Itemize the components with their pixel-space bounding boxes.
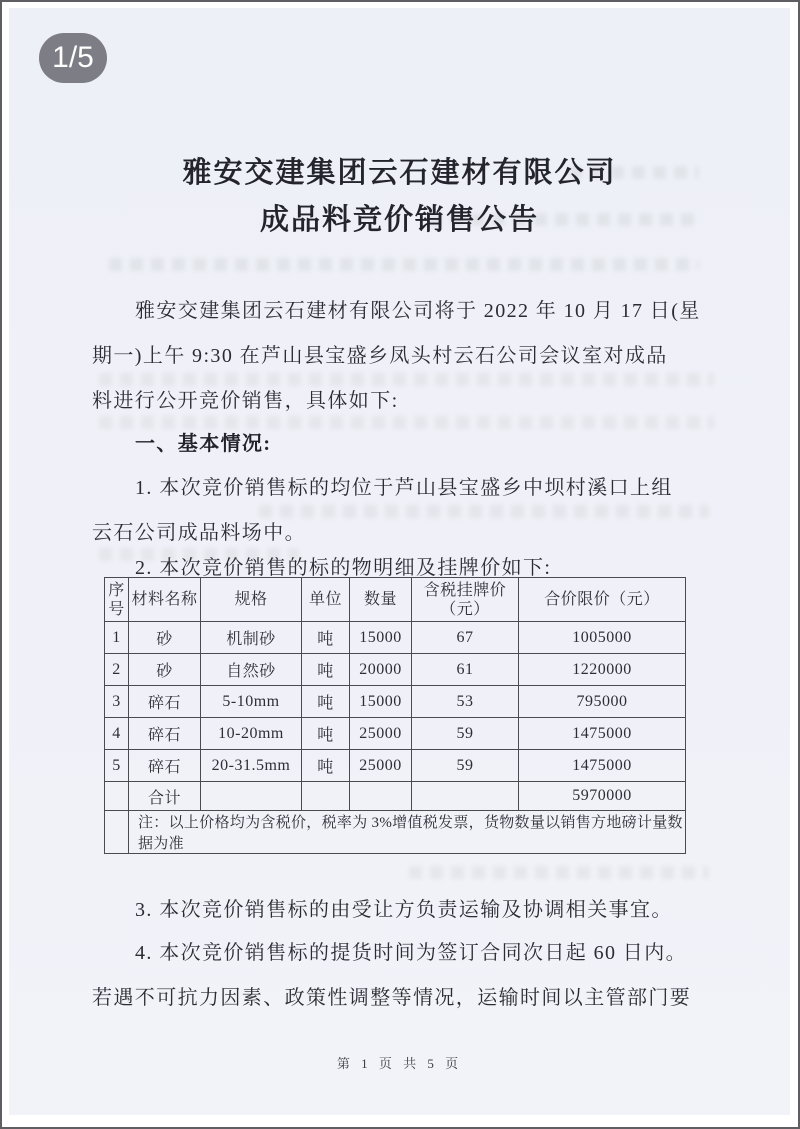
table-cell: 2 (105, 654, 129, 686)
total-label-cell: 合计 (129, 782, 201, 811)
table-cell: 5 (105, 750, 129, 782)
table-cell: 碎石 (129, 750, 201, 782)
table-cell-empty (412, 782, 519, 811)
table-cell: 53 (412, 686, 519, 718)
text-line: 若遇不可抗力因素、政策性调整等情况，运输时间以主管部门要 (92, 987, 692, 1009)
text-line: 期一)上午 9:30 在芦山县宝盛乡凤头村云石公司会议室对成品 (92, 345, 668, 367)
table-cell: 吨 (302, 750, 350, 782)
text-line: 3. 本次竞价销售标的由受让方负责运输及协调相关事宜。 (135, 899, 673, 921)
document-title (9, 150, 790, 244)
table-cell: 25000 (350, 718, 412, 750)
table-cell-empty (302, 782, 350, 811)
table-cell-empty (105, 811, 129, 854)
table-cell: 61 (412, 654, 519, 686)
item-4 (92, 931, 717, 1021)
scanned-page (9, 8, 790, 1115)
table-row (105, 750, 686, 782)
text-line: 4. 本次竞价销售标的提货时间为签订合同次日起 60 日内。 (135, 942, 687, 964)
table-cell: 20-31.5mm (201, 750, 302, 782)
col-header-spec: 规格 (201, 578, 302, 622)
document-title-line2: 成品料竞价销售公告 (259, 204, 539, 236)
table-cell: 1005000 (519, 622, 686, 654)
price-table (104, 577, 686, 854)
col-header-unit: 单位 (302, 578, 350, 622)
table-row (105, 622, 686, 654)
table-row (105, 686, 686, 718)
col-header-seq: 序号 (105, 578, 129, 622)
table-cell: 吨 (302, 686, 350, 718)
table-cell: 4 (105, 718, 129, 750)
item-1 (92, 466, 717, 556)
table-cell: 机制砂 (201, 622, 302, 654)
col-header-quantity: 数量 (350, 578, 412, 622)
text-line: 料进行公开竞价销售，具体如下: (92, 390, 399, 412)
table-row (105, 718, 686, 750)
table-cell: 1220000 (519, 654, 686, 686)
table-cell: 1 (105, 622, 129, 654)
col-header-material: 材料名称 (129, 578, 201, 622)
document-title-line1: 雅安交建集团云石建材有限公司 (182, 157, 617, 189)
bleed-through-artifact (109, 258, 699, 271)
intro-paragraph (92, 289, 717, 424)
col-header-unit-price: 含税挂牌价 （元） (412, 578, 519, 622)
table-cell: 吨 (302, 654, 350, 686)
table-cell: 1475000 (519, 750, 686, 782)
table-cell: 砂 (129, 654, 201, 686)
table-cell: 3 (105, 686, 129, 718)
table-cell-empty (350, 782, 412, 811)
bleed-through-artifact (409, 866, 709, 879)
table-cell: 碎石 (129, 718, 201, 750)
page-footer: 第 1 页 共 5 页 (336, 1056, 463, 1071)
table-cell: 1475000 (519, 718, 686, 750)
text-line: 一、基本情况: (135, 433, 272, 455)
table-cell: 10-20mm (201, 718, 302, 750)
page-counter-badge: 1/5 (39, 33, 107, 83)
table-cell: 吨 (302, 718, 350, 750)
table-cell-empty (201, 782, 302, 811)
table-cell: 795000 (519, 686, 686, 718)
text-line: 2. 本次竞价销售的标的物明细及挂牌价如下: (135, 557, 552, 579)
text-line: 1. 本次竞价销售标的均位于芦山县宝盛乡中坝村溪口上组 (135, 477, 673, 499)
table-cell: 25000 (350, 750, 412, 782)
table-note-row (105, 811, 686, 854)
table-cell: 吨 (302, 622, 350, 654)
table-cell: 15000 (350, 686, 412, 718)
text-line: 雅安交建集团云石建材有限公司将于 2022 年 10 月 17 日(星 (135, 300, 701, 322)
col-header-limit-price: 合价限价（元） (519, 578, 686, 622)
table-cell: 5-10mm (201, 686, 302, 718)
table-header-row (105, 578, 686, 622)
table-cell: 15000 (350, 622, 412, 654)
text-line: 云石公司成品料场中。 (92, 522, 306, 544)
section-heading (92, 422, 717, 467)
table-cell: 碎石 (129, 686, 201, 718)
table-note: 注：以上价格均为含税价，税率为 3%增值税发票，货物数量以销售方地磅计量数据为准 (129, 811, 686, 854)
table-cell: 自然砂 (201, 654, 302, 686)
table-cell-empty (105, 782, 129, 811)
total-value-cell: 5970000 (519, 782, 686, 811)
table-row (105, 654, 686, 686)
table-total-row (105, 782, 686, 811)
table-cell: 59 (412, 718, 519, 750)
item-3 (92, 888, 717, 933)
table-cell: 砂 (129, 622, 201, 654)
table-cell: 20000 (350, 654, 412, 686)
table-cell: 67 (412, 622, 519, 654)
table-cell: 59 (412, 750, 519, 782)
